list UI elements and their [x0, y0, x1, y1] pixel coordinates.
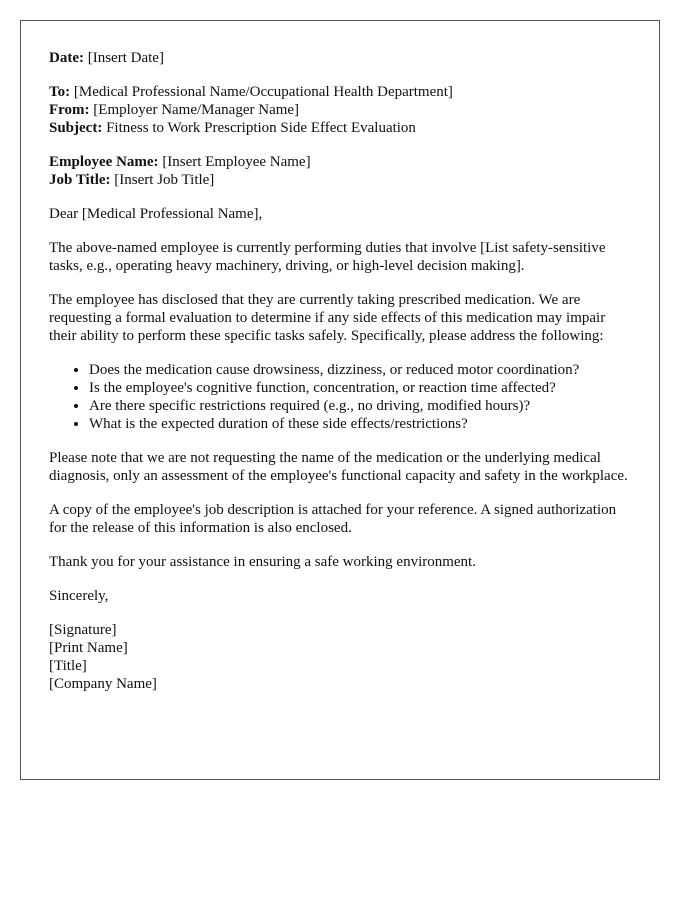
signature-block	[49, 621, 631, 693]
date-line	[49, 49, 631, 67]
from-label: From:	[49, 102, 90, 118]
print-name-placeholder: [Print Name]	[49, 640, 128, 656]
from-value: [Employer Name/Manager Name]	[93, 102, 300, 118]
sign-off: Sincerely,	[49, 588, 109, 604]
to-line	[49, 83, 631, 101]
job-title-label: Job Title:	[49, 172, 111, 188]
from-line	[49, 101, 631, 119]
date-value: [Insert Date]	[87, 50, 164, 66]
employee-name-label: Employee Name:	[49, 154, 159, 170]
list-item: • Are there specific restrictions required (e.g., no driving, modified hours)?	[89, 397, 631, 415]
paragraph-privacy-note: Please note that we are not requesting the name of the medication or the underlying medical diagnosis, only an assessment of the employee's functional capacity and safety in the workplace.	[49, 450, 628, 484]
spacer	[49, 189, 631, 205]
date-label: Date:	[49, 50, 84, 66]
paragraph-thanks: Thank you for your assistance in ensuring a safe working environment.	[49, 554, 476, 570]
subject-label: Subject:	[49, 120, 103, 136]
subject-line	[49, 119, 631, 137]
list-item: • Does the medication cause drowsiness, dizziness, or reduced motor coordination?	[89, 361, 631, 379]
spacer	[49, 137, 631, 153]
job-title-line	[49, 171, 631, 189]
to-value: [Medical Professional Name/Occupational Health Department]	[73, 84, 453, 100]
paragraph-attachments: A copy of the employee's job description is attached for your reference. A signed authorization for the release of this information is also enclosed.	[49, 502, 617, 536]
list-item: • Is the employee's cognitive function, concentration, or reaction time affected?	[89, 379, 631, 397]
subject-value: Fitness to Work Prescription Side Effect Evaluation	[106, 120, 416, 136]
to-label: To:	[49, 84, 71, 100]
spacer	[49, 67, 631, 83]
salutation: Dear [Medical Professional Name],	[49, 206, 263, 222]
title-placeholder: [Title]	[49, 658, 87, 674]
job-title-value: [Insert Job Title]	[114, 172, 215, 188]
company-placeholder: [Company Name]	[49, 676, 157, 692]
questions-list	[49, 361, 631, 433]
paragraph-request: The employee has disclosed that they are currently taking prescribed medication. We are requesting a formal evaluation to determine if any side effects of this medication may impair their ability to perform these specific tasks safely. Specifically, please address the following:	[49, 292, 606, 344]
letter-document	[20, 20, 660, 780]
paragraph-duties: The above-named employee is currently performing duties that involve [List safety-sensitive tasks, e.g., operating heavy machinery, driving, or high-level decision making].	[49, 240, 606, 274]
employee-name-line	[49, 153, 631, 171]
employee-name-value: [Insert Employee Name]	[162, 154, 311, 170]
signature-placeholder: [Signature]	[49, 622, 117, 638]
list-item: • What is the expected duration of these side effects/restrictions?	[89, 415, 631, 433]
